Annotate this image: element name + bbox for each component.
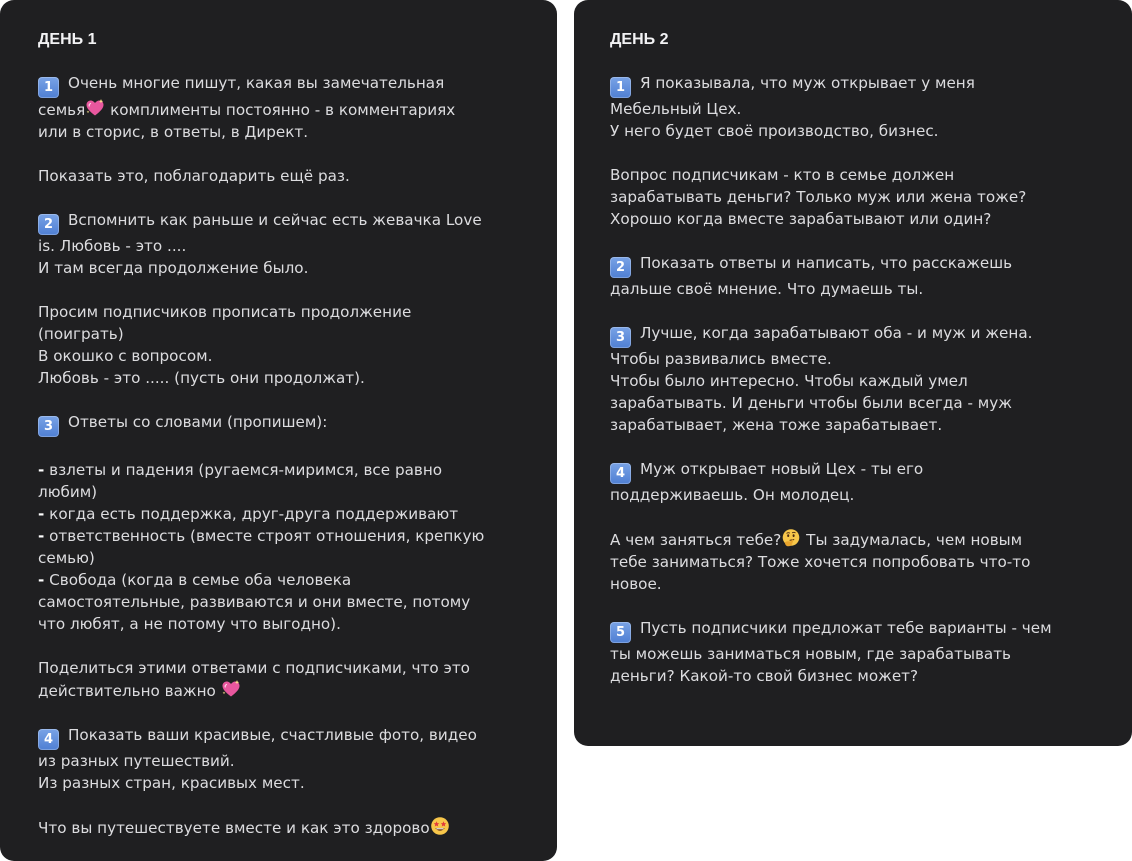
day1-paragraph <box>38 165 519 187</box>
text-line: Просим подписчиков прописать продолжение <box>38 303 412 321</box>
text-line <box>38 72 519 98</box>
day1-item-3 <box>38 411 519 437</box>
text-line: дальше своё мнение. Что думаешь ты. <box>610 280 924 298</box>
text: Ты задумалась, чем новым <box>801 531 1023 549</box>
text-line: из разных путешествий. <box>38 752 235 770</box>
text-line: что любят, а не потому что выгодно). <box>38 615 341 633</box>
day1-title: ДЕНЬ 1 <box>38 31 97 48</box>
text-line: Чтобы развивались вместе. <box>610 350 832 368</box>
keycap-2-icon: 2 <box>38 214 59 235</box>
day1-item-4 <box>38 724 519 794</box>
keycap-4-icon: 4 <box>38 729 59 750</box>
day2-paragraph <box>610 528 1096 595</box>
text-line: is. Любовь - это .... <box>38 237 187 255</box>
text-line <box>38 724 519 750</box>
thinking-face-icon <box>781 528 801 548</box>
text: действительно важно <box>38 682 221 700</box>
day2-item-4 <box>610 458 1096 506</box>
day2-item-5 <box>610 617 1096 687</box>
text-line: Поделиться этими ответами с подписчиками, что это <box>38 659 470 677</box>
bullet-dash: - <box>38 571 45 589</box>
list-item <box>38 459 519 481</box>
day1-paragraph <box>38 657 519 702</box>
text-line: (поиграть) <box>38 325 124 343</box>
text-line: зарабатывать деньги? Только муж или жена тоже? <box>610 188 1027 206</box>
list-item <box>38 503 519 525</box>
text: семья <box>38 101 86 119</box>
text-line: зарабатывать. И деньги чтобы были всегда - муж <box>610 394 1012 412</box>
bullet-dash: - <box>38 527 45 545</box>
text: взлеты и падения (ругаемся-миримся, все равно <box>44 461 443 479</box>
text-line: Хорошо когда вместе зарабатывают или один? <box>610 210 992 228</box>
text-line <box>610 72 1096 98</box>
text-line <box>610 528 1096 551</box>
text-line <box>610 458 1096 484</box>
day1-answer-list <box>38 459 519 635</box>
text-line: Показать это, поблагодарить ещё раз. <box>38 167 350 185</box>
sparkling-heart-icon <box>221 679 241 699</box>
text-line: Из разных стран, красивых мест. <box>38 774 305 792</box>
star-struck-face-icon <box>430 816 450 836</box>
text-line <box>38 98 519 121</box>
sparkling-heart-icon <box>85 98 105 118</box>
day2-card <box>574 0 1132 746</box>
text: Показать ваши красивые, счастливые фото, видео <box>68 726 477 744</box>
text-line: поддерживаешь. Он молодец. <box>610 486 855 504</box>
text-line <box>38 411 519 437</box>
day2-paragraph <box>610 164 1096 230</box>
text-line: зарабатывает, жена тоже зарабатывает. <box>610 416 943 434</box>
text: Что вы путешествуете вместе и как это здорово <box>38 819 430 837</box>
keycap-2-icon: 2 <box>610 257 631 278</box>
day1-paragraph <box>38 301 519 389</box>
text: А чем заняться тебе? <box>610 531 782 549</box>
text: Муж открывает новый Цех - ты его <box>640 460 924 478</box>
text-line: Вопрос подписчикам - кто в семье должен <box>610 166 955 184</box>
text-line <box>38 816 519 839</box>
text-line: Чтобы было интересно. Чтобы каждый умел <box>610 372 968 390</box>
text-line <box>610 322 1096 348</box>
day2-title: ДЕНЬ 2 <box>610 31 669 48</box>
day2-item-1 <box>610 72 1096 142</box>
text-line <box>38 679 519 702</box>
text: Пусть подписчики предложат тебе варианты - чем <box>640 619 1052 637</box>
day1-card <box>0 0 557 861</box>
text: когда есть поддержка, друг-друга поддерживают <box>44 505 459 523</box>
text-line: семью) <box>38 549 95 567</box>
text: Свобода (когда в семье оба человека <box>44 571 352 589</box>
text-line: ты можешь заниматься новым, где зарабатывать <box>610 645 1012 663</box>
bullet-dash: - <box>38 461 45 479</box>
text-line <box>610 617 1096 643</box>
keycap-5-icon: 5 <box>610 622 631 643</box>
text: Ответы со словами (пропишем): <box>68 413 328 431</box>
text-line: любим) <box>38 483 98 501</box>
text-line <box>610 252 1096 278</box>
text-line: или в сторис, в ответы, в Директ. <box>38 123 309 141</box>
text-line: В окошко с вопросом. <box>38 347 213 365</box>
list-item <box>38 569 519 591</box>
text-line: И там всегда продолжение было. <box>38 259 309 277</box>
keycap-3-icon: 3 <box>38 416 59 437</box>
day1-item-1 <box>38 72 519 143</box>
text: комплименты постоянно - в комментариях <box>105 101 456 119</box>
text-line: самостоятельные, развиваются и они вместе, потому <box>38 593 471 611</box>
day1-item-2 <box>38 209 519 279</box>
text-line <box>38 209 519 235</box>
text-line: новое. <box>610 575 662 593</box>
keycap-1-icon: 1 <box>38 77 59 98</box>
text: ответственность (вместе строят отношения, крепкую <box>44 527 485 545</box>
text: Вспомнить как раньше и сейчас есть жевачка Love <box>68 211 482 229</box>
text-line: У него будет своё производство, бизнес. <box>610 122 939 140</box>
keycap-4-icon: 4 <box>610 463 631 484</box>
day1-paragraph <box>38 816 519 839</box>
text-line: Мебельный Цех. <box>610 100 742 118</box>
text: Я показывала, что муж открывает у меня <box>640 74 975 92</box>
day2-item-3 <box>610 322 1096 436</box>
text: Очень многие пишут, какая вы замечательная <box>68 74 445 92</box>
text: Лучше, когда зарабатывают оба - и муж и жена. <box>640 324 1033 342</box>
keycap-1-icon: 1 <box>610 77 631 98</box>
text: Показать ответы и написать, что расскажешь <box>640 254 1013 272</box>
bullet-dash: - <box>38 505 45 523</box>
text-line: Любовь - это ..... (пусть они продолжат). <box>38 369 365 387</box>
text-line: тебе заниматься? Тоже хочется попробовать что-то <box>610 553 1031 571</box>
keycap-3-icon: 3 <box>610 327 631 348</box>
text-line: деньги? Какой-то свой бизнес может? <box>610 667 919 685</box>
list-item <box>38 525 519 547</box>
day2-item-2 <box>610 252 1096 300</box>
